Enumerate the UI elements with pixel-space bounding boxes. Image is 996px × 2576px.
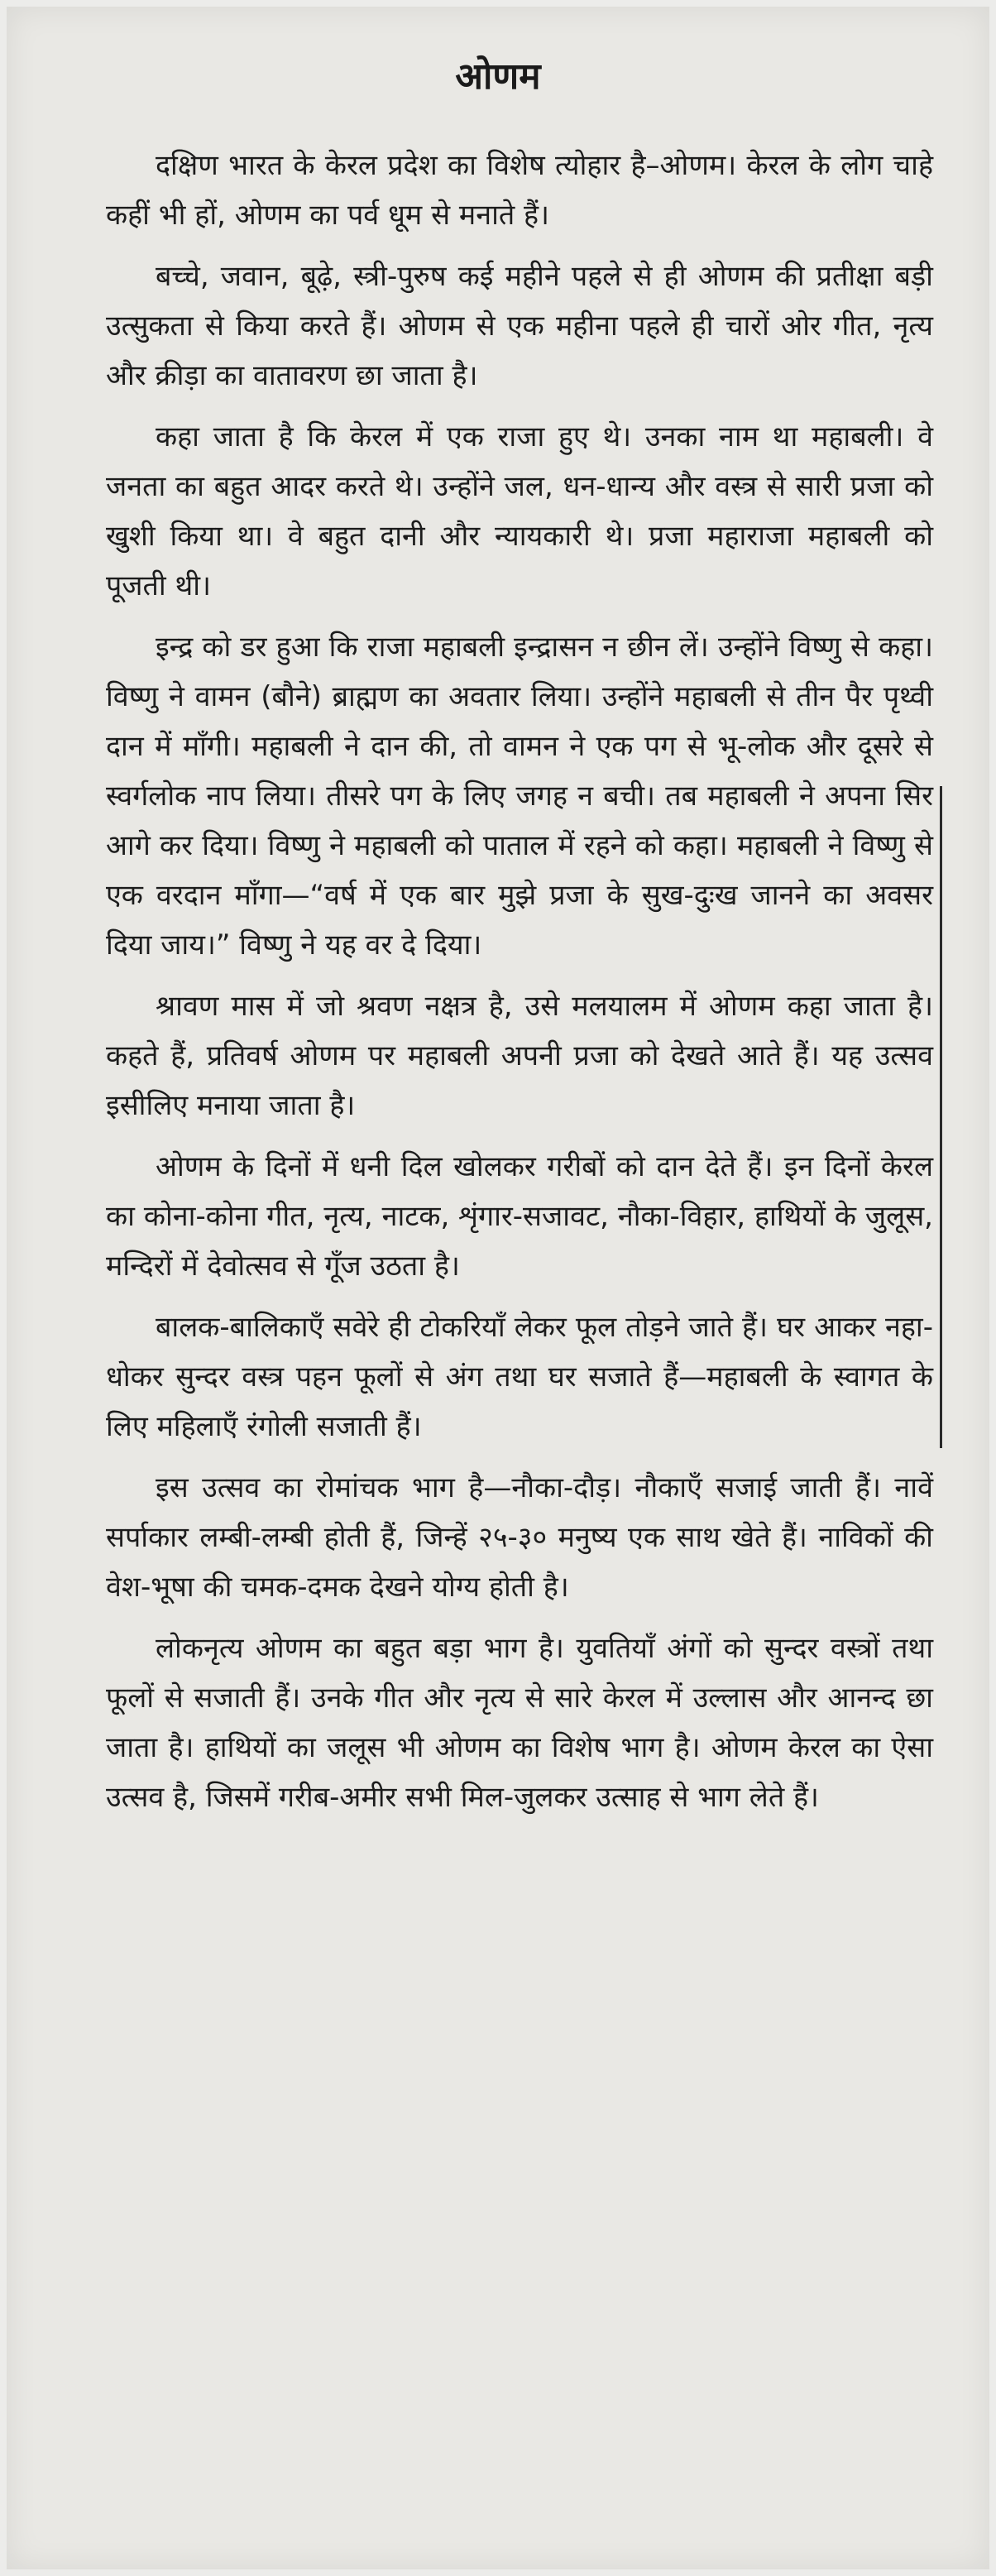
paragraph-3: कहा जाता है कि केरल में एक राजा हुए थे। उनका नाम था महाबली। वे जनता का बहुत आदर करते थे। उन्होंने जल, धन-धान्य और वस्त्र से सारी प्रजा को खुशी किया था। वे बहुत दानी और न्यायकारी थे। प्रजा महाराजा महाबली को पूजती थी। [106,420,933,602]
paragraph-8: इस उत्सव का रोमांचक भाग है—नौका-दौड़। नौकाएँ सजाई जाती हैं। नावें सर्पाकार लम्बी-लम्बी होती हैं, जिन्हें २५-३० मनुष्य एक साथ खेते हैं। नाविकों की वेश-भूषा की चमक-दमक देखने योग्य होती है। [106,1471,933,1604]
paragraph-6: ओणम के दिनों में धनी दिल खोलकर गरीबों को दान देते हैं। इन दिनों केरल का कोना-कोना गीत, नृत्य, नाटक, शृंगार-सजावट, नौका-विहार, हाथियों के जुलूस, मन्दिरों में देवोत्सव से गूँज उठता है। [106,1150,933,1283]
paragraph-1: दक्षिण भारत के केरल प्रदेश का विशेष त्योहार है–ओणम। केरल के लोग चाहे कहीं भी हों, ओणम का पर्व धूम से मनाते हैं। [106,149,933,232]
paragraph-9: लोकनृत्य ओणम का बहुत बड़ा भाग है। युवतियाँ अंगों को सुन्दर वस्त्रों तथा फूलों से सजाती हैं। उनके गीत और नृत्य से सारे केरल में उल्लास और आनन्द छा जाता है। हाथियों का जलूस भी ओणम का विशेष भाग है। ओणम केरल का ऐसा उत्सव है, जिसमें गरीब-अमीर सभी मिल-जुलकर उत्साह से भाग लेते हैं। [106,1632,933,1814]
paragraph-2: बच्चे, जवान, बूढ़े, स्त्री-पुरुष कई महीने पहले से ही ओणम की प्रतीक्षा बड़ी उत्सुकता से किया करते हैं। ओणम से एक महीना पहले ही चारों ओर गीत, नृत्य और क्रीड़ा का वातावरण छा जाता है। [106,260,933,392]
essay-title: ओणम [455,55,541,98]
paragraph-5: श्रावण मास में जो श्रवण नक्षत्र है, उसे मलयालम में ओणम कहा जाता है। कहते हैं, प्रतिवर्ष ओणम पर महाबली अपनी प्रजा को देखते आते हैं। यह उत्सव इसीलिए मनाया जाता है। [106,990,933,1122]
paragraph-7: बालक-बालिकाएँ सवेरे ही टोकरियाँ लेकर फूल तोड़ने जाते हैं। घर आकर नहा-धोकर सुन्दर वस्त्र पहन फूलों से अंग तथा घर सजाते हैं—महाबली के स्वागत के लिए महिलाएँ रंगोली सजाती हैं। [106,1311,933,1443]
essay-body [106,141,933,1834]
margin-rule-line [940,786,942,1448]
paragraph-4: इन्द्र को डर हुआ कि राजा महाबली इन्द्रासन न छीन लें। उन्होंने विष्णु से कहा। विष्णु ने वामन (बौने) ब्राह्मण का अवतार लिया। उन्होंने महाबली से तीन पैर पृथ्वी दान में माँगी। महाबली ने दान की, तो वामन ने एक पग से भू-लोक और दूसरे से स्वर्गलोक नाप लिया। तीसरे पग के लिए जगह न बची। तब महाबली ने अपना सिर आगे कर दिया। विष्णु ने महाबली को पाताल में रहने को कहा। महाबली ने विष्णु से एक वरदान माँगा—“वर्ष में एक बार मुझे प्रजा के सुख-दुःख जानने का अवसर दिया जाय।” विष्णु ने यह वर दे दिया। [106,631,933,962]
